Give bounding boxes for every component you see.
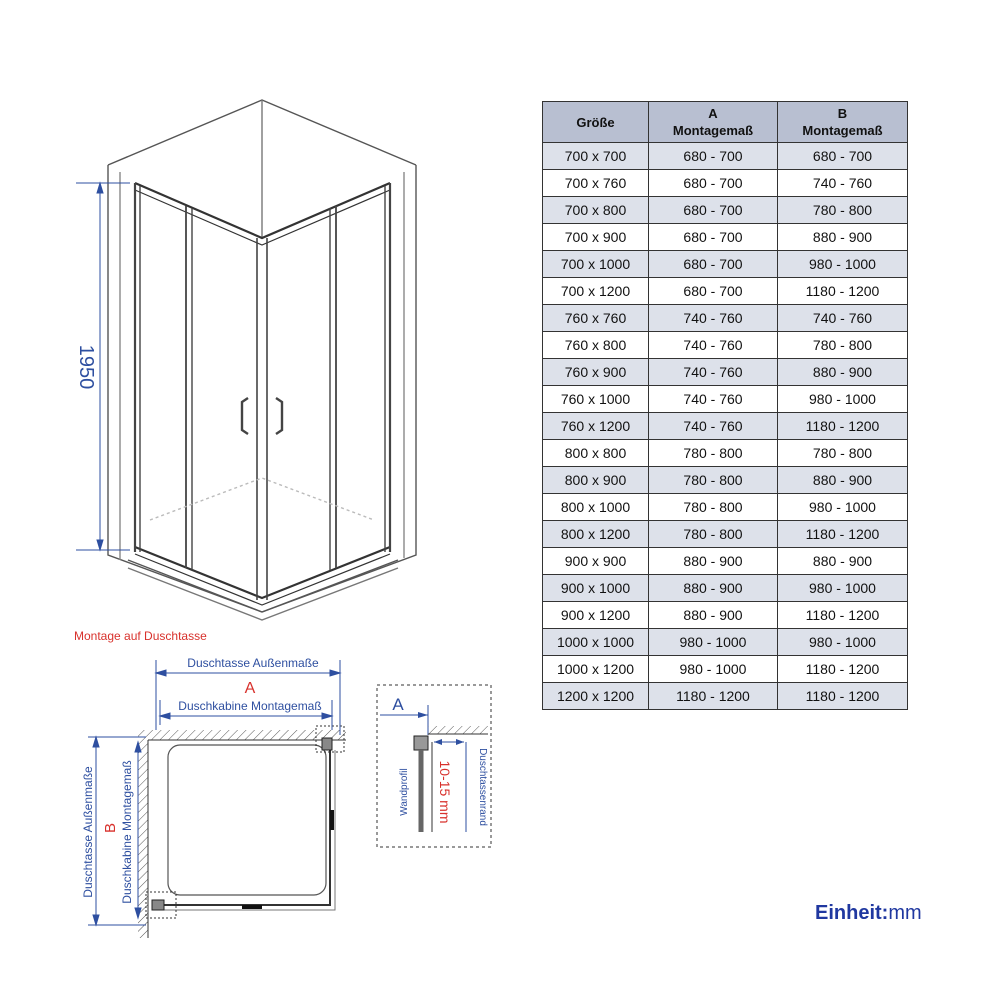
table-cell: 880 - 900	[778, 359, 908, 386]
table-cell: 1180 - 1200	[778, 521, 908, 548]
table-row	[543, 521, 908, 548]
table-row	[543, 548, 908, 575]
table-cell: 740 - 760	[778, 305, 908, 332]
table-cell: 680 - 700	[649, 224, 778, 251]
table-cell: 780 - 800	[649, 494, 778, 521]
table-cell: 980 - 1000	[778, 386, 908, 413]
table-cell: 680 - 700	[649, 170, 778, 197]
table-row	[543, 467, 908, 494]
dim-a-letter: A	[244, 680, 256, 697]
table-cell: 740 - 760	[649, 386, 778, 413]
plan-view	[138, 726, 346, 938]
table-row	[543, 440, 908, 467]
header-size: Größe	[543, 102, 649, 143]
table-row	[543, 359, 908, 386]
table-row	[543, 386, 908, 413]
shower-enclosure-3d	[108, 100, 416, 620]
table-cell: 760 x 800	[543, 332, 649, 359]
table-cell: 780 - 800	[778, 197, 908, 224]
table-cell: 1180 - 1200	[778, 413, 908, 440]
table-row	[543, 413, 908, 440]
table-row	[543, 305, 908, 332]
table-cell: 740 - 760	[778, 170, 908, 197]
table-row	[543, 251, 908, 278]
dim-b-letter: B	[102, 822, 119, 834]
table-cell: 740 - 760	[649, 305, 778, 332]
dim-inner-a: Duschkabine Montagemaß	[178, 699, 322, 713]
table-cell: 980 - 1000	[778, 575, 908, 602]
table-cell: 1180 - 1200	[778, 602, 908, 629]
detail-gap: 10-15 mm	[437, 760, 453, 824]
table-cell: 900 x 900	[543, 548, 649, 575]
height-label: 1950	[75, 344, 97, 390]
dim-outer-a: Duschtasse Außenmaße	[187, 656, 319, 670]
table-cell: 900 x 1000	[543, 575, 649, 602]
table-cell: 880 - 900	[778, 467, 908, 494]
size-table	[542, 101, 908, 710]
table-row	[543, 494, 908, 521]
table-row	[543, 224, 908, 251]
table-cell: 1200 x 1200	[543, 683, 649, 710]
header-b: B Montagemaß	[778, 102, 908, 143]
table-cell: 680 - 700	[778, 143, 908, 170]
table-cell: 1180 - 1200	[778, 278, 908, 305]
table-cell: 980 - 1000	[778, 494, 908, 521]
table-row	[543, 143, 908, 170]
detail-tray-edge: Duschtassenrand	[477, 748, 488, 826]
table-cell: 680 - 700	[649, 278, 778, 305]
table-cell: 740 - 760	[649, 359, 778, 386]
table-cell: 1180 - 1200	[778, 656, 908, 683]
table-cell: 880 - 900	[649, 575, 778, 602]
table-cell: 760 x 1200	[543, 413, 649, 440]
size-table-body	[543, 143, 908, 710]
table-cell: 980 - 1000	[778, 251, 908, 278]
table-cell: 780 - 800	[649, 467, 778, 494]
mount-note: Montage auf Duschtasse	[74, 629, 207, 643]
table-cell: 1000 x 1000	[543, 629, 649, 656]
table-cell: 700 x 700	[543, 143, 649, 170]
dim-inner-b: Duschkabine Montagemaß	[120, 760, 134, 904]
header-a: A Montagemaß	[649, 102, 778, 143]
table-cell: 880 - 900	[778, 224, 908, 251]
table-cell: 700 x 900	[543, 224, 649, 251]
table-row	[543, 332, 908, 359]
table-cell: 780 - 800	[778, 440, 908, 467]
table-cell: 780 - 800	[649, 440, 778, 467]
table-cell: 760 x 760	[543, 305, 649, 332]
detail-wall-profile: Wandprofil	[399, 768, 410, 816]
table-cell: 980 - 1000	[778, 629, 908, 656]
table-cell: 980 - 1000	[649, 656, 778, 683]
table-cell: 880 - 900	[649, 548, 778, 575]
dim-outer-b: Duschtasse Außenmaße	[81, 766, 95, 898]
table-row	[543, 170, 908, 197]
table-cell: 680 - 700	[649, 251, 778, 278]
dimension-a	[156, 660, 340, 735]
table-cell: 1180 - 1200	[778, 683, 908, 710]
table-cell: 760 x 900	[543, 359, 649, 386]
table-cell: 880 - 900	[778, 548, 908, 575]
table-cell: 700 x 1200	[543, 278, 649, 305]
size-table-header	[543, 102, 908, 143]
unit-label: Einheit:mm	[815, 902, 922, 924]
table-row	[543, 197, 908, 224]
table-cell: 700 x 1000	[543, 251, 649, 278]
table-cell: 1000 x 1200	[543, 656, 649, 683]
table-cell: 800 x 1200	[543, 521, 649, 548]
table-cell: 800 x 800	[543, 440, 649, 467]
table-row	[543, 656, 908, 683]
table-row	[543, 683, 908, 710]
table-row	[543, 629, 908, 656]
table-cell: 800 x 900	[543, 467, 649, 494]
table-cell: 900 x 1200	[543, 602, 649, 629]
table-cell: 740 - 760	[649, 413, 778, 440]
table-cell: 780 - 800	[778, 332, 908, 359]
table-cell: 880 - 900	[649, 602, 778, 629]
table-cell: 800 x 1000	[543, 494, 649, 521]
table-cell: 760 x 1000	[543, 386, 649, 413]
table-cell: 780 - 800	[649, 521, 778, 548]
table-row	[543, 575, 908, 602]
table-cell: 700 x 760	[543, 170, 649, 197]
table-cell: 700 x 800	[543, 197, 649, 224]
detail-letter: A	[392, 695, 404, 714]
table-cell: 680 - 700	[649, 143, 778, 170]
table-row	[543, 278, 908, 305]
table-cell: 980 - 1000	[649, 629, 778, 656]
table-cell: 1180 - 1200	[649, 683, 778, 710]
table-cell: 740 - 760	[649, 332, 778, 359]
table-row	[543, 602, 908, 629]
table-cell: 680 - 700	[649, 197, 778, 224]
